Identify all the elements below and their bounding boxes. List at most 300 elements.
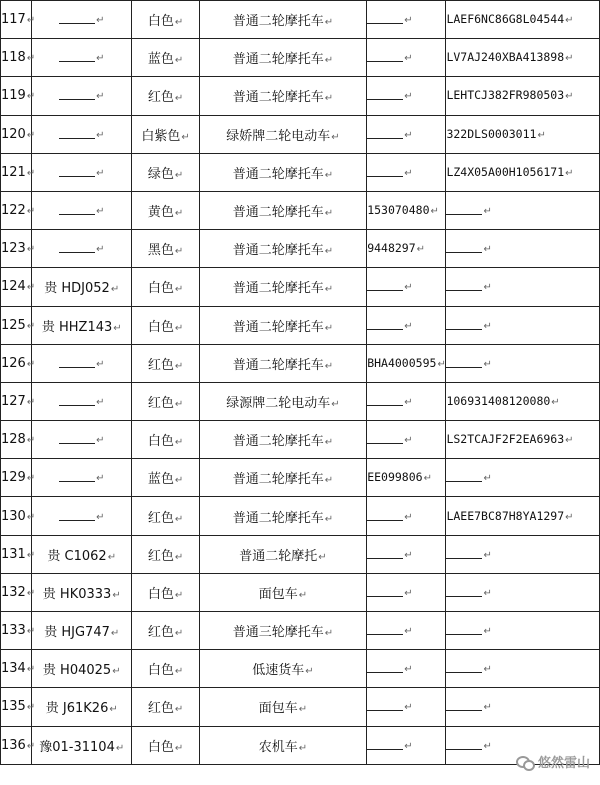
paragraph-mark: ↵	[565, 15, 574, 27]
color-cell-text: 白色	[147, 434, 174, 450]
paragraph-mark: ↵	[96, 358, 105, 370]
row-number	[1, 39, 36, 77]
color-cell	[132, 191, 199, 229]
table-row	[1, 344, 600, 382]
plate-cell-text: 贵 H04025	[42, 663, 112, 679]
blank-line	[59, 397, 95, 406]
paragraph-mark: ↵	[305, 666, 314, 678]
engine-number-cell	[367, 688, 446, 726]
paragraph-mark: ↵	[298, 704, 308, 716]
row-number-text: 118	[1, 50, 26, 66]
row-number-text: 132	[1, 584, 26, 600]
row-number-text: 117	[1, 12, 26, 28]
paragraph-mark: ↵	[404, 435, 413, 447]
blank-line	[59, 168, 95, 177]
paragraph-mark: ↵	[404, 53, 413, 65]
row-number	[1, 306, 36, 344]
vehicle-type-cell	[199, 459, 367, 497]
paragraph-mark: ↵	[324, 475, 334, 487]
paragraph-mark: ↵	[483, 587, 492, 599]
paragraph-mark: ↵	[437, 358, 446, 370]
paragraph-mark: ↵	[96, 53, 105, 65]
row-number	[1, 268, 36, 306]
engine-number-cell	[367, 306, 446, 344]
paragraph-mark: ↵	[109, 704, 118, 716]
frame-number-cell	[446, 421, 600, 459]
row-number-text: 127	[1, 393, 26, 409]
engine-number-cell-text: BHA4000595	[367, 355, 437, 370]
color-cell-text: 白色	[147, 281, 174, 297]
vehicle-type-cell-text: 面包车	[258, 701, 298, 717]
table-row	[1, 421, 600, 459]
color-cell-text: 红色	[147, 395, 174, 411]
row-number-text: 133	[1, 623, 26, 639]
frame-number-cell-text: LEHTCJ382FR980503	[446, 88, 565, 103]
engine-number-cell	[367, 535, 446, 573]
frame-number-cell	[446, 497, 600, 535]
vehicle-type-cell	[199, 573, 367, 611]
paragraph-mark: ↵	[404, 129, 413, 141]
row-number	[1, 1, 36, 39]
paragraph-mark: ↵	[483, 702, 492, 714]
paragraph-mark: ↵	[174, 55, 184, 67]
vehicle-type-cell	[199, 39, 367, 77]
plate-cell	[32, 77, 132, 115]
table-row	[1, 573, 600, 611]
paragraph-mark: ↵	[430, 206, 439, 218]
vehicle-type-cell	[199, 497, 367, 535]
vehicle-type-cell-text: 普通二轮摩托车	[232, 90, 324, 106]
table-row	[1, 230, 600, 268]
paragraph-mark: ↵	[26, 626, 36, 638]
color-cell	[132, 573, 199, 611]
paragraph-mark: ↵	[483, 206, 492, 218]
plate-cell	[32, 191, 132, 229]
paragraph-mark: ↵	[26, 15, 36, 27]
color-cell-text: 红色	[147, 510, 174, 526]
paragraph-mark: ↵	[174, 742, 184, 754]
paragraph-mark: ↵	[565, 511, 574, 523]
plate-cell	[32, 230, 132, 268]
paragraph-mark: ↵	[110, 284, 120, 296]
paragraph-mark: ↵	[26, 129, 36, 141]
blank-line	[367, 512, 403, 521]
frame-number-cell	[446, 153, 600, 191]
plate-cell	[32, 650, 132, 688]
frame-number-cell-text: LAEE7BC87H8YA1297	[446, 508, 565, 523]
row-number-text: 134	[1, 661, 26, 677]
engine-number-cell	[367, 612, 446, 650]
paragraph-mark: ↵	[112, 589, 121, 601]
plate-cell	[32, 115, 132, 153]
color-cell-text: 蓝色	[147, 52, 174, 68]
engine-number-cell-text: 9448297	[367, 241, 416, 256]
row-number	[1, 344, 36, 382]
paragraph-mark: ↵	[483, 244, 492, 256]
row-number-text: 126	[1, 355, 26, 371]
row-number-text: 135	[1, 699, 26, 715]
vehicle-type-cell-text: 普通二轮摩托车	[232, 52, 324, 68]
plate-cell-text: 贵 HHZ143	[41, 319, 113, 335]
engine-number-cell	[367, 115, 446, 153]
paragraph-mark: ↵	[26, 244, 36, 256]
vehicle-type-cell-text: 普通三轮摩托车	[232, 625, 324, 641]
color-cell	[132, 459, 199, 497]
engine-number-cell	[367, 421, 446, 459]
plate-cell	[32, 688, 132, 726]
paragraph-mark: ↵	[174, 169, 184, 181]
blank-line	[59, 130, 95, 139]
paragraph-mark: ↵	[565, 53, 574, 65]
paragraph-mark: ↵	[318, 551, 327, 563]
engine-number-cell	[367, 497, 446, 535]
blank-line	[367, 702, 403, 711]
color-cell	[132, 153, 199, 191]
paragraph-mark: ↵	[174, 208, 184, 220]
vehicle-type-cell	[199, 230, 367, 268]
blank-line	[367, 626, 403, 635]
paragraph-mark: ↵	[565, 435, 574, 447]
paragraph-mark: ↵	[416, 244, 426, 256]
vehicle-type-cell-text: 绿娇牌二轮电动车	[226, 128, 331, 144]
table-row	[1, 535, 600, 573]
frame-number-cell	[446, 688, 600, 726]
paragraph-mark: ↵	[298, 742, 308, 754]
vehicle-type-cell-text: 普通二轮摩托车	[232, 319, 324, 335]
paragraph-mark: ↵	[483, 473, 492, 485]
color-cell	[132, 39, 199, 77]
blank-line	[367, 168, 403, 177]
table-row	[1, 612, 600, 650]
row-number	[1, 573, 36, 611]
plate-cell	[32, 573, 132, 611]
paragraph-mark: ↵	[96, 206, 105, 218]
row-number	[1, 230, 36, 268]
color-cell	[132, 1, 199, 39]
blank-line	[446, 702, 482, 711]
blank-line	[367, 91, 403, 100]
vehicle-type-cell-text: 普通二轮摩托车	[232, 14, 324, 30]
paragraph-mark: ↵	[174, 360, 184, 372]
blank-line	[446, 741, 482, 750]
paragraph-mark: ↵	[483, 740, 492, 752]
paragraph-mark: ↵	[26, 702, 36, 714]
table-row	[1, 497, 600, 535]
vehicle-type-cell-text: 普通二轮摩托车	[232, 205, 324, 221]
paragraph-mark: ↵	[324, 55, 334, 67]
paragraph-mark: ↵	[113, 322, 122, 334]
paragraph-mark: ↵	[324, 360, 334, 372]
paragraph-mark: ↵	[483, 320, 492, 332]
blank-line	[367, 53, 403, 62]
color-cell	[132, 612, 199, 650]
table-row	[1, 115, 600, 153]
paragraph-mark: ↵	[483, 358, 492, 370]
frame-number-cell	[446, 191, 600, 229]
paragraph-mark: ↵	[96, 244, 105, 256]
table-row	[1, 153, 600, 191]
paragraph-mark: ↵	[404, 396, 413, 408]
vehicle-type-cell-text: 面包车	[258, 586, 298, 602]
paragraph-mark: ↵	[26, 740, 36, 752]
row-number-text: 136	[1, 737, 26, 753]
row-number-text: 125	[1, 317, 26, 333]
frame-number-cell	[446, 344, 600, 382]
paragraph-mark: ↵	[483, 664, 492, 676]
blank-line	[59, 359, 95, 368]
row-number-text: 119	[1, 88, 26, 104]
table-row	[1, 77, 600, 115]
color-cell-text: 黄色	[147, 205, 174, 221]
watermark	[516, 752, 590, 771]
paragraph-mark: ↵	[26, 53, 36, 65]
color-cell	[132, 115, 199, 153]
blank-line	[59, 53, 95, 62]
row-number	[1, 650, 36, 688]
paragraph-mark: ↵	[404, 740, 413, 752]
plate-cell	[32, 306, 132, 344]
paragraph-mark: ↵	[110, 628, 120, 640]
engine-number-cell	[367, 459, 446, 497]
color-cell-text: 红色	[147, 548, 174, 564]
plate-cell	[32, 421, 132, 459]
vehicle-type-cell-text: 普通二轮摩托车	[232, 166, 324, 182]
engine-number-cell	[367, 573, 446, 611]
paragraph-mark: ↵	[96, 91, 105, 103]
vehicle-type-cell	[199, 1, 367, 39]
table-row	[1, 306, 600, 344]
blank-line	[446, 626, 482, 635]
table-row	[1, 459, 600, 497]
frame-number-cell	[446, 573, 600, 611]
frame-number-cell-text: LV7AJ240XBA413898	[446, 50, 565, 65]
plate-cell-text: 贵 J61K26	[45, 701, 109, 717]
row-number-text: 124	[1, 279, 26, 295]
color-cell	[132, 306, 199, 344]
color-cell-text: 蓝色	[147, 472, 174, 488]
vehicle-type-cell	[199, 688, 367, 726]
engine-number-cell	[367, 77, 446, 115]
engine-number-cell-text: 153070480	[367, 203, 430, 218]
paragraph-mark: ↵	[26, 358, 36, 370]
plate-cell-text: 豫01-31104	[39, 739, 115, 755]
engine-number-cell	[367, 650, 446, 688]
row-number-text: 120	[1, 126, 26, 142]
blank-line	[446, 321, 482, 330]
paragraph-mark: ↵	[483, 626, 492, 638]
paragraph-mark: ↵	[404, 282, 413, 294]
engine-number-cell	[367, 382, 446, 420]
blank-line	[367, 435, 403, 444]
color-cell	[132, 497, 199, 535]
vehicle-type-cell	[199, 77, 367, 115]
color-cell-text: 白色	[147, 14, 174, 30]
engine-number-cell	[367, 726, 446, 764]
wechat-icon	[516, 755, 534, 769]
plate-cell	[32, 39, 132, 77]
paragraph-mark: ↵	[483, 549, 492, 561]
frame-number-cell	[446, 306, 600, 344]
paragraph-mark: ↵	[174, 513, 184, 525]
row-number	[1, 115, 36, 153]
row-number	[1, 421, 36, 459]
frame-number-cell	[446, 268, 600, 306]
vehicle-type-cell	[199, 421, 367, 459]
paragraph-mark: ↵	[26, 473, 36, 485]
blank-line	[446, 664, 482, 673]
table-row	[1, 39, 600, 77]
row-number-text: 121	[1, 164, 26, 180]
plate-cell-text: 贵 C1062	[47, 548, 107, 564]
row-number	[1, 726, 36, 764]
blank-line	[59, 91, 95, 100]
color-cell-text: 白色	[147, 663, 174, 679]
plate-cell	[32, 535, 132, 573]
color-cell	[132, 77, 199, 115]
blank-line	[446, 588, 482, 597]
paragraph-mark: ↵	[324, 169, 334, 181]
table-row	[1, 726, 600, 764]
plate-cell	[32, 153, 132, 191]
vehicle-type-cell	[199, 535, 367, 573]
color-cell	[132, 726, 199, 764]
paragraph-mark: ↵	[174, 284, 184, 296]
paragraph-mark: ↵	[26, 282, 36, 294]
vehicle-type-cell	[199, 191, 367, 229]
blank-line	[367, 741, 403, 750]
paragraph-mark: ↵	[96, 435, 105, 447]
paragraph-mark: ↵	[174, 704, 184, 716]
color-cell	[132, 268, 199, 306]
color-cell	[132, 230, 199, 268]
color-cell-text: 绿色	[147, 166, 174, 182]
paragraph-mark: ↵	[324, 284, 334, 296]
color-cell	[132, 650, 199, 688]
frame-number-cell-text: LS2TCAJF2F2EA6963	[446, 432, 565, 447]
row-number-text: 130	[1, 508, 26, 524]
paragraph-mark: ↵	[174, 17, 184, 29]
vehicle-type-cell	[199, 115, 367, 153]
table-row	[1, 1, 600, 39]
blank-line	[446, 206, 482, 215]
blank-line	[59, 512, 95, 521]
plate-cell	[32, 268, 132, 306]
frame-number-cell-text: LZ4X05A00H1056171	[446, 164, 565, 179]
row-number	[1, 497, 36, 535]
color-cell-text: 红色	[147, 357, 174, 373]
row-number	[1, 191, 36, 229]
blank-line	[367, 321, 403, 330]
color-cell	[132, 535, 199, 573]
paragraph-mark: ↵	[26, 587, 36, 599]
frame-number-cell	[446, 230, 600, 268]
frame-number-cell-text: 322DLS0003011	[446, 126, 537, 141]
color-cell-text: 白色	[147, 739, 174, 755]
paragraph-mark: ↵	[96, 129, 105, 141]
blank-line	[446, 282, 482, 291]
color-cell-text: 红色	[147, 625, 174, 641]
paragraph-mark: ↵	[174, 628, 184, 640]
color-cell	[132, 382, 199, 420]
paragraph-mark: ↵	[26, 320, 36, 332]
paragraph-mark: ↵	[298, 589, 308, 601]
paragraph-mark: ↵	[26, 549, 36, 561]
vehicle-type-cell	[199, 382, 367, 420]
row-number	[1, 612, 36, 650]
paragraph-mark: ↵	[324, 17, 334, 29]
paragraph-mark: ↵	[96, 511, 105, 523]
vehicle-table-body	[1, 1, 600, 765]
frame-number-cell-text: LAEF6NC86G8L04544	[446, 12, 565, 27]
vehicle-type-cell	[199, 650, 367, 688]
row-number-text: 128	[1, 432, 26, 448]
color-cell	[132, 421, 199, 459]
vehicle-type-cell-text: 普通二轮摩托车	[232, 434, 324, 450]
paragraph-mark: ↵	[404, 664, 413, 676]
paragraph-mark: ↵	[26, 664, 36, 676]
plate-cell	[32, 1, 132, 39]
paragraph-mark: ↵	[404, 549, 413, 561]
plate-cell	[32, 344, 132, 382]
engine-number-cell	[367, 191, 446, 229]
blank-line	[59, 473, 95, 482]
paragraph-mark: ↵	[174, 322, 184, 334]
engine-number-cell	[367, 268, 446, 306]
blank-line	[367, 15, 403, 24]
paragraph-mark: ↵	[331, 131, 340, 143]
frame-number-cell-text: 106931408120080	[446, 393, 551, 408]
vehicle-type-cell-text: 普通二轮摩托车	[232, 357, 324, 373]
blank-line	[367, 588, 403, 597]
watermark-text: 悠然雷山	[537, 756, 590, 771]
vehicle-type-cell-text: 普通二轮摩托	[239, 548, 318, 564]
blank-line	[59, 206, 95, 215]
paragraph-mark: ↵	[324, 208, 334, 220]
row-number	[1, 382, 36, 420]
paragraph-mark: ↵	[565, 167, 574, 179]
paragraph-mark: ↵	[26, 167, 36, 179]
frame-number-cell	[446, 39, 600, 77]
blank-line	[367, 130, 403, 139]
paragraph-mark: ↵	[115, 742, 125, 754]
paragraph-mark: ↵	[174, 589, 184, 601]
engine-number-cell-text: EE099806	[367, 470, 423, 485]
row-number	[1, 688, 36, 726]
engine-number-cell	[367, 153, 446, 191]
plate-cell-text: 贵 HJG747	[44, 625, 110, 641]
blank-line	[446, 550, 482, 559]
color-cell-text: 黑色	[147, 243, 174, 259]
blank-line	[446, 359, 482, 368]
table-row	[1, 382, 600, 420]
paragraph-mark: ↵	[112, 666, 121, 678]
vehicle-type-cell	[199, 612, 367, 650]
paragraph-mark: ↵	[324, 628, 334, 640]
table-row	[1, 650, 600, 688]
paragraph-mark: ↵	[26, 435, 36, 447]
paragraph-mark: ↵	[565, 91, 574, 103]
blank-line	[367, 664, 403, 673]
color-cell-text: 白紫色	[141, 128, 181, 144]
table-row	[1, 688, 600, 726]
paragraph-mark: ↵	[404, 702, 413, 714]
vehicle-type-cell	[199, 306, 367, 344]
paragraph-mark: ↵	[26, 396, 36, 408]
paragraph-mark: ↵	[483, 282, 492, 294]
engine-number-cell	[367, 344, 446, 382]
paragraph-mark: ↵	[174, 246, 184, 258]
paragraph-mark: ↵	[324, 93, 334, 105]
